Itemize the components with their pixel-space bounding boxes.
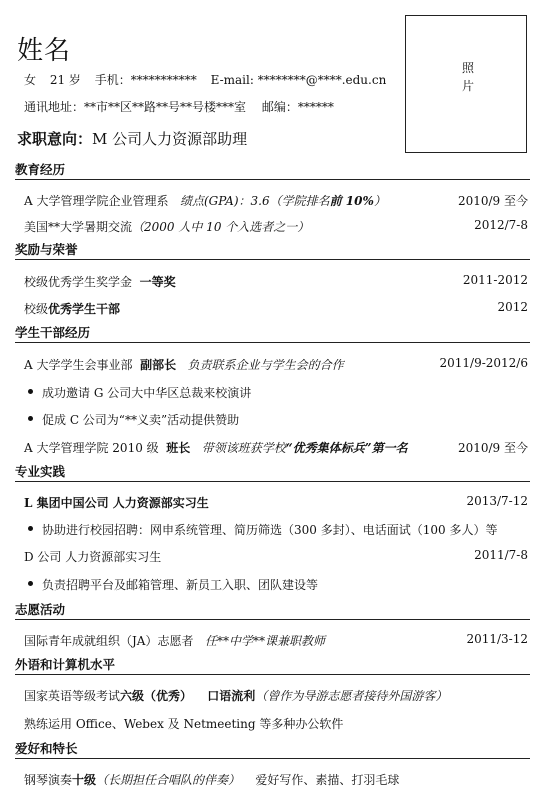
bullet-text: 促成 C 公司为“**义卖”活动提供赞助 <box>42 413 240 427</box>
section-practice <box>15 463 530 482</box>
duty: 带领该班获学校 <box>201 441 286 455</box>
award-level: 一等奖 <box>139 275 176 289</box>
piano-level: 十级 <box>72 773 97 787</box>
section-title: 教育经历 <box>15 162 66 177</box>
address: 通讯地址：**市**区**路**号**号楼***室 <box>24 100 247 114</box>
photo-placeholder <box>405 15 527 153</box>
award-title: 优秀学生干部 <box>48 302 121 316</box>
rank: 前 10% <box>329 194 374 208</box>
cadre-bullet-2 <box>24 411 528 431</box>
gender: 女 <box>24 73 37 87</box>
oral: 口语流利 <box>207 689 256 703</box>
bullet-dot <box>28 389 33 394</box>
oral-note: （曾作为导游志愿者接待外国游客） <box>255 689 448 703</box>
objective-value: M 公司人力资源部助理 <box>92 130 248 148</box>
cadre-bullet-1 <box>24 384 528 404</box>
piano: 钢琴演奏 <box>24 773 73 787</box>
org: 国际青年成就组织（JA）志愿者 <box>24 634 194 648</box>
duty: 负责联系企业与学生会的合作 <box>187 358 344 372</box>
software: 熟练运用 Office、Webex 及 Netmeeting 等多种办公软件 <box>24 717 344 731</box>
email: E-mail: ********@****.edu.cn <box>210 73 387 87</box>
company-role: D 公司 人力资源部实习生 <box>24 550 162 564</box>
school: A 大学管理学院企业管理系 <box>24 194 169 208</box>
skills-row-1 <box>24 687 528 707</box>
postcode: 邮编：****** <box>261 100 334 114</box>
exam: 国家英语等级考试 <box>24 689 121 703</box>
company-role: L 集团中国公司 人力资源部实习生 <box>24 496 209 510</box>
bullet-dot <box>28 526 33 531</box>
award-row-1 <box>24 273 528 293</box>
job-objective <box>17 128 247 149</box>
candidate-name: 姓名 <box>17 36 72 66</box>
section-title: 爱好和特长 <box>15 741 78 756</box>
section-volunteer <box>15 601 530 620</box>
practice-bullet-1 <box>24 521 528 541</box>
section-awards <box>15 241 530 260</box>
exchange-note: （2000 人中 10 个入选者之一） <box>132 220 310 234</box>
section-hobbies <box>15 740 530 759</box>
date: 2011/3-12 <box>466 632 528 646</box>
bullet-text: 协助进行校园招聘：网申系统管理、简历筛选（300 多封）、电话面试（100 多人）等 <box>42 523 498 537</box>
honor: “优秀集体标兵”第一名 <box>285 441 408 455</box>
exam-level: 六级（优秀） <box>120 689 193 703</box>
section-title: 外语和计算机水平 <box>15 657 116 672</box>
bullet-dot <box>28 581 33 586</box>
practice-row-2 <box>24 548 528 568</box>
date: 2013/7-12 <box>466 494 528 508</box>
gpa: 绩点(GPA)：3.6（学院排名 <box>179 194 330 208</box>
skills-row-2 <box>24 715 528 735</box>
section-student-cadre <box>15 324 530 343</box>
duty: 任**中学**课兼职教师 <box>204 634 325 648</box>
section-education <box>15 161 530 180</box>
section-title: 专业实践 <box>15 464 66 479</box>
award: 校级优秀学生奖学金 <box>24 275 133 289</box>
section-title: 奖励与荣誉 <box>15 242 78 257</box>
basic-info-line <box>24 71 396 88</box>
cadre-row-1 <box>24 356 528 376</box>
exchange: 美国**大学暑期交流 <box>24 220 133 234</box>
section-skills <box>15 656 530 675</box>
volunteer-row <box>24 632 528 652</box>
role: 副部长 <box>140 358 177 372</box>
date: 2011-2012 <box>462 273 528 287</box>
section-title: 志愿活动 <box>15 602 66 617</box>
bullet-dot <box>28 416 33 421</box>
other-hobbies: 爱好写作、素描、打羽毛球 <box>255 773 400 787</box>
practice-bullet-2 <box>24 576 528 596</box>
education-row-1 <box>24 192 528 212</box>
piano-note: （长期担任合唱队的伴奏） <box>96 773 241 787</box>
section-title: 学生干部经历 <box>15 325 91 340</box>
bullet-text: 负责招聘平台及邮箱管理、新员工入职、团队建设等 <box>42 578 319 592</box>
date: 2011/9-2012/6 <box>439 356 528 370</box>
cadre-row-2 <box>24 439 528 459</box>
award: 校级 <box>24 302 49 316</box>
bullet-text: 成功邀请 G 公司大中华区总裁来校演讲 <box>42 386 252 400</box>
org: A 大学管理学院 2010 级 <box>24 441 159 455</box>
rank-close: ） <box>373 194 386 208</box>
hobbies-row <box>24 771 528 791</box>
address-line <box>24 98 346 115</box>
date: 2011/7-8 <box>474 548 528 562</box>
date: 2010/9 至今 <box>457 441 528 455</box>
award-row-2 <box>24 300 528 320</box>
date: 2012/7-8 <box>474 218 528 232</box>
role: 班长 <box>166 441 191 455</box>
phone: 手机：*********** <box>94 73 197 87</box>
age: 21 岁 <box>49 73 81 87</box>
org: A 大学学生会事业部 <box>24 358 133 372</box>
photo-label: 照片 <box>461 61 474 93</box>
date: 2010/9 至今 <box>457 194 528 208</box>
date: 2012 <box>497 300 528 314</box>
practice-row-1 <box>24 494 528 514</box>
education-row-2 <box>24 218 528 238</box>
objective-label: 求职意向： <box>17 130 93 148</box>
